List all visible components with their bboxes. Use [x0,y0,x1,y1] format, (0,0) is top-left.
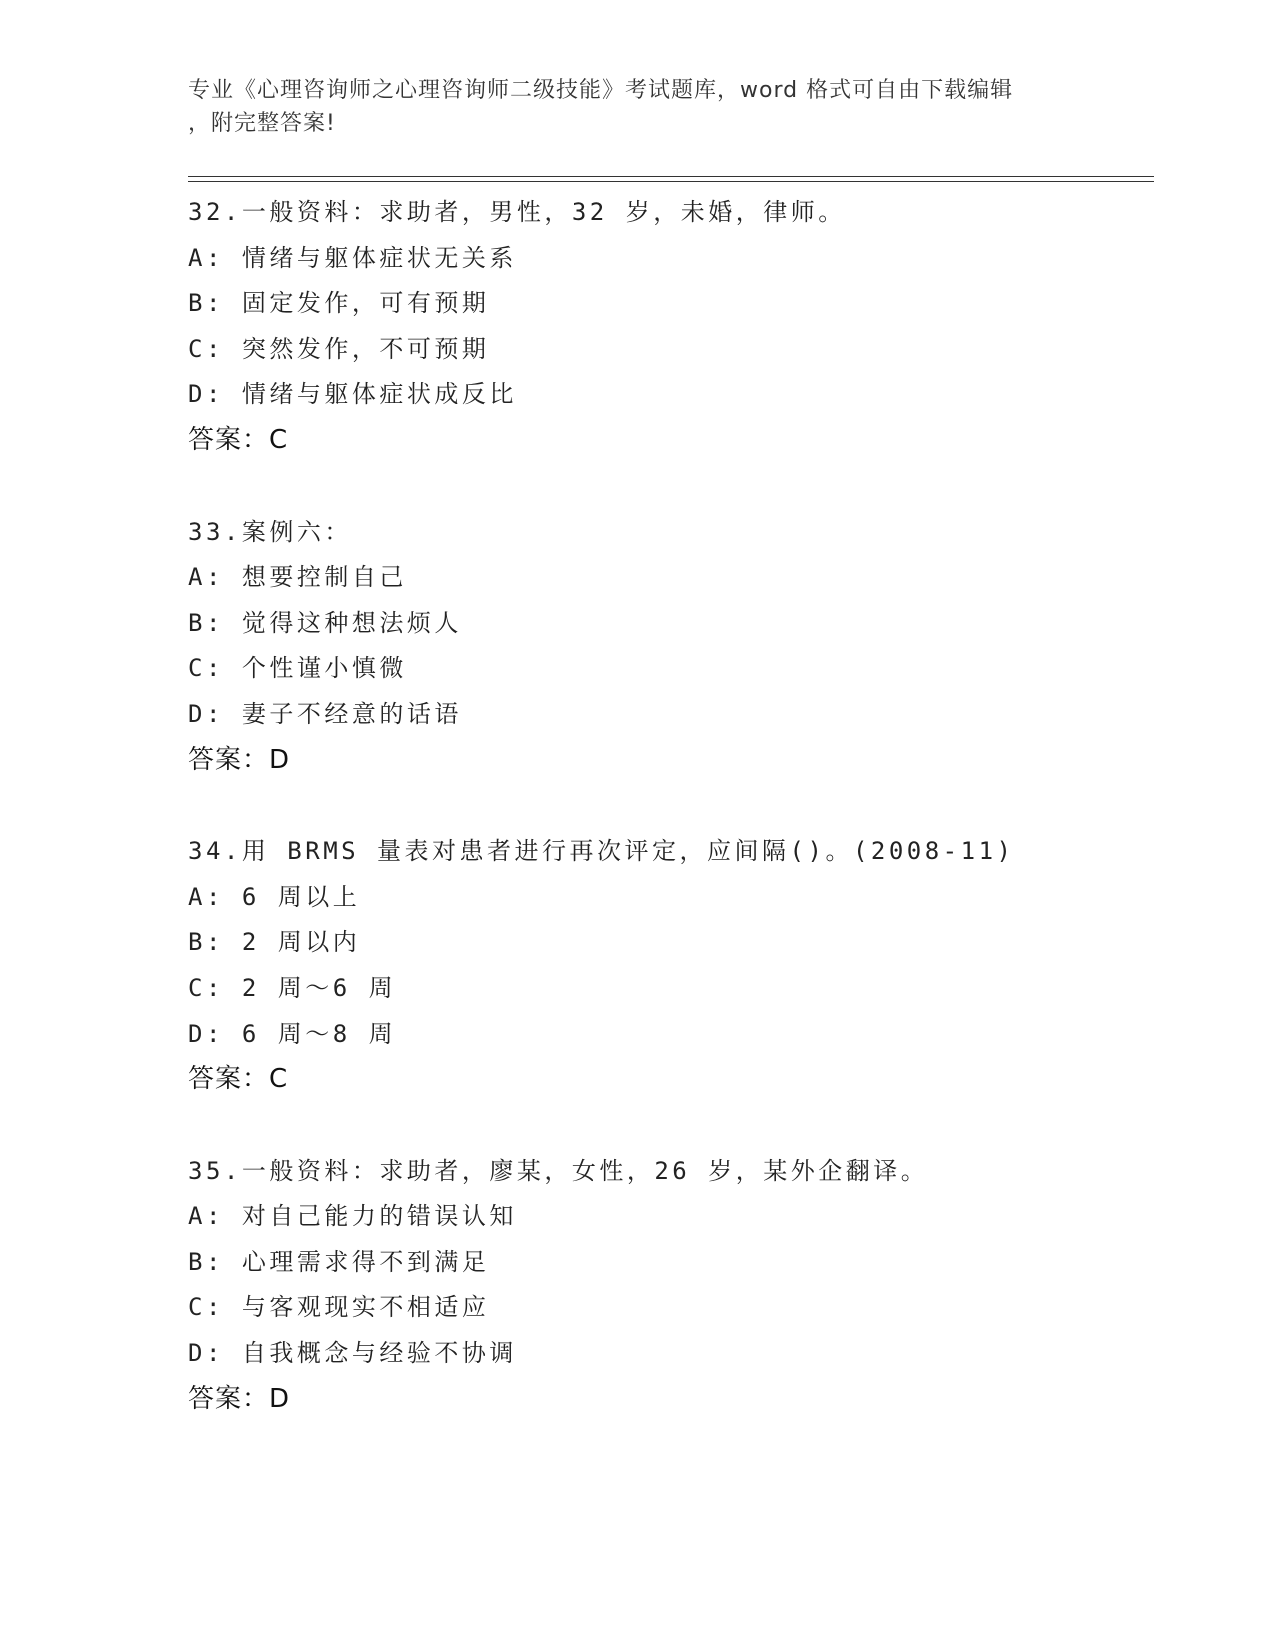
question-stem: 32.一般资料：求助者，男性，32 岁，未婚，律师。 [188,198,846,226]
header-divider-top [188,176,1154,177]
option-d: D: 情绪与躯体症状成反比 [188,380,517,409]
option-a: A: 对自己能力的错误认知 [188,1202,517,1231]
option-b: B: 固定发作，可有预期 [188,289,490,318]
option-c: C: 与客观现实不相适应 [188,1293,490,1322]
answer-line: 答案：C [188,424,289,455]
option-c: C: 个性谨小慎微 [188,654,407,683]
question-34 [188,829,1148,1103]
answer-line: 答案：D [188,744,291,775]
question-32 [188,190,1148,464]
header-subtitle-line: ，附完整答案! [188,111,336,136]
option-c: C: 突然发作，不可预期 [188,334,490,363]
option-a: A: 想要控制自己 [188,563,407,592]
option-d: D: 妻子不经意的话语 [188,699,462,728]
option-a: A: 6 周以上 [188,882,361,911]
header-title-line: 专业《心理咨询师之心理咨询师二级技能》考试题库，word 格式可自由下载编辑 [188,78,1014,103]
option-b: B: 2 周以内 [188,928,361,957]
option-d: D: 6 周～8 周 [188,1019,397,1048]
option-b: B: 觉得这种想法烦人 [188,608,462,637]
answer-line: 答案：D [188,1383,291,1414]
answer-line: 答案：C [188,1064,289,1095]
document-header [188,74,1088,140]
question-stem: 34.用 BRMS 量表对患者进行再次评定，应间隔()。(2008-11) [188,837,1015,866]
question-stem: 35.一般资料：求助者，廖某，女性，26 岁，某外企翻译。 [188,1156,929,1185]
question-stem: 33.案例六： [188,517,352,546]
option-b: B: 心理需求得不到满足 [188,1247,490,1276]
header-divider-bottom [188,181,1154,182]
option-c: C: 2 周～6 周 [188,973,397,1002]
option-a: A: 情绪与躯体症状无关系 [188,243,517,272]
question-list [188,190,1148,1468]
option-d: D: 自我概念与经验不协调 [188,1339,517,1368]
question-33 [188,510,1148,784]
question-35 [188,1149,1148,1423]
